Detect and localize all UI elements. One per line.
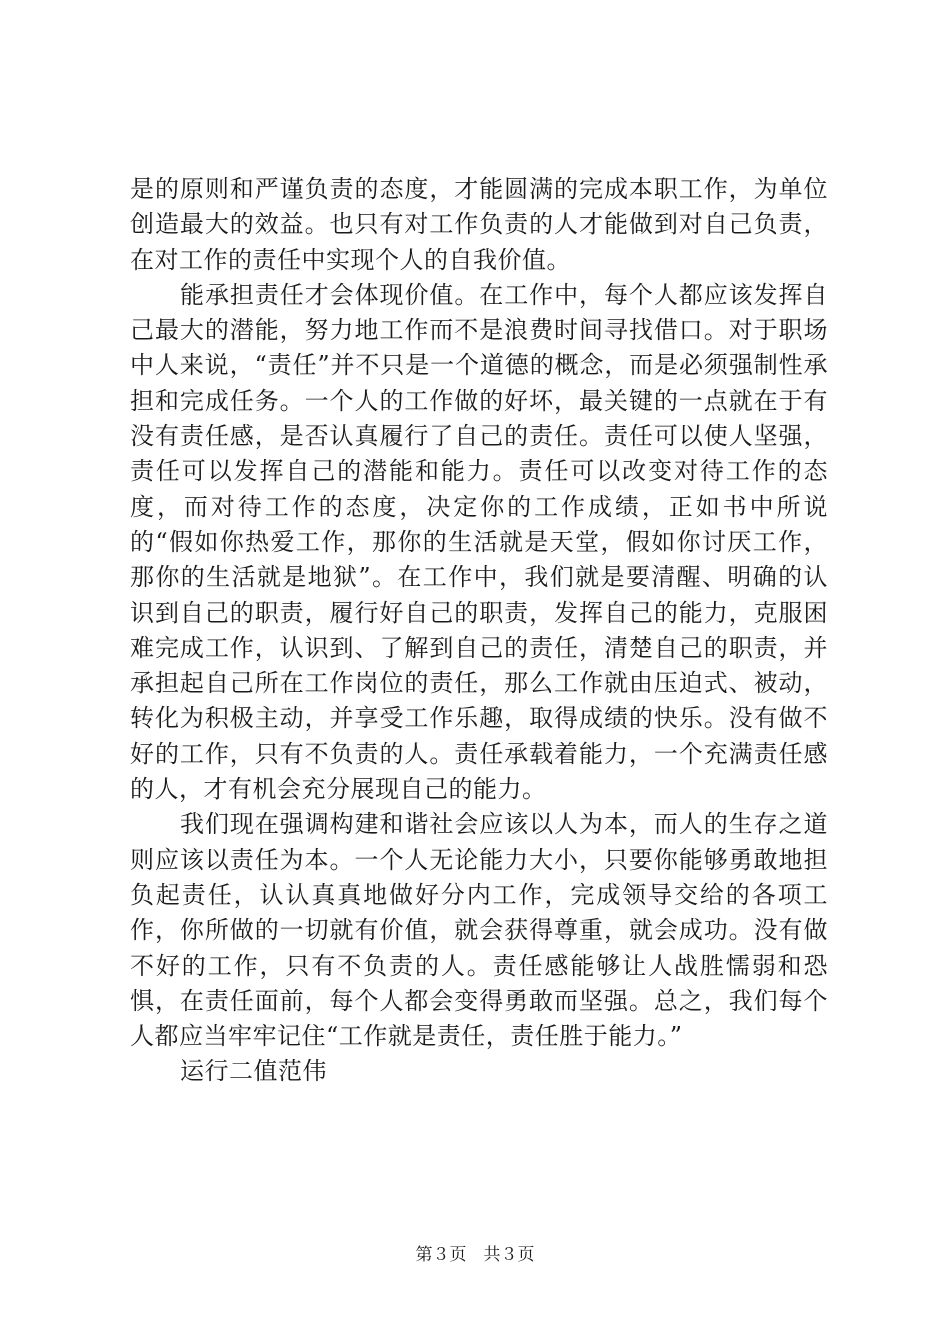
author-signature: 运行二值范伟 [180,1057,327,1086]
paragraph-harmonious-society: 我们现在强调构建和谐社会应该以人为本，而人的生存之道则应该以责任为本。一个人无论能力大小，只要你能够勇敢地担负起责任，认认真真地做好分内工作，完成领导交给的各项工作，你所做的一切就有价值，就会获得尊重，就会成功。没有做不好的工作，只有不负责的人。责任感能够让人战胜懦弱和恐惧，在责任面前，每个人都会变得勇敢而坚强。总之，我们每个人都应当牢牢记住“工作就是责任，责任胜于能力。” [130,810,828,1051]
paragraph-continuation: 是的原则和严谨负责的态度，才能圆满的完成本职工作，为单位创造最大的效益。也只有对工作负责的人才能做到对自己负责，在对工作的责任中实现个人的自我价值。 [130,175,828,274]
page-number-footer: 第３页 共３页 [415,1245,535,1265]
paragraph-responsibility-value: 能承担责任才会体现价值。在工作中，每个人都应该发挥自己最大的潜能，努力地工作而不是浪费时间寻找借口。对于职场中人来说，“责任”并不只是一个道德的概念，而是必须强制性承担和完成任务。一个人的工作做的好坏，最关键的一点就在于有没有责任感，是否认真履行了自己的责任。责任可以使人坚强，责任可以发挥自己的潜能和能力。责任可以改变对待工作的态度，而对待工作的态度，决定你的工作成绩，正如书中所说的“假如你热爱工作，那你的生活就是天堂，假如你讨厌工作，那你的生活就是地狱”。在工作中，我们就是要清醒、明确的认识到自己的职责，履行好自己的职责，发挥自己的能力，克服困难完成工作，认识到、了解到自己的责任，清楚自己的职责，并承担起自己所在工作岗位的责任，那么工作就由压迫式、被动，转化为积极主动，并享受工作乐趣，取得成绩的快乐。没有做不好的工作，只有不负责的人。责任承载着能力，一个充满责任感的人，才有机会充分展现自己的能力。 [130,280,828,804]
document-body [130,172,828,1090]
